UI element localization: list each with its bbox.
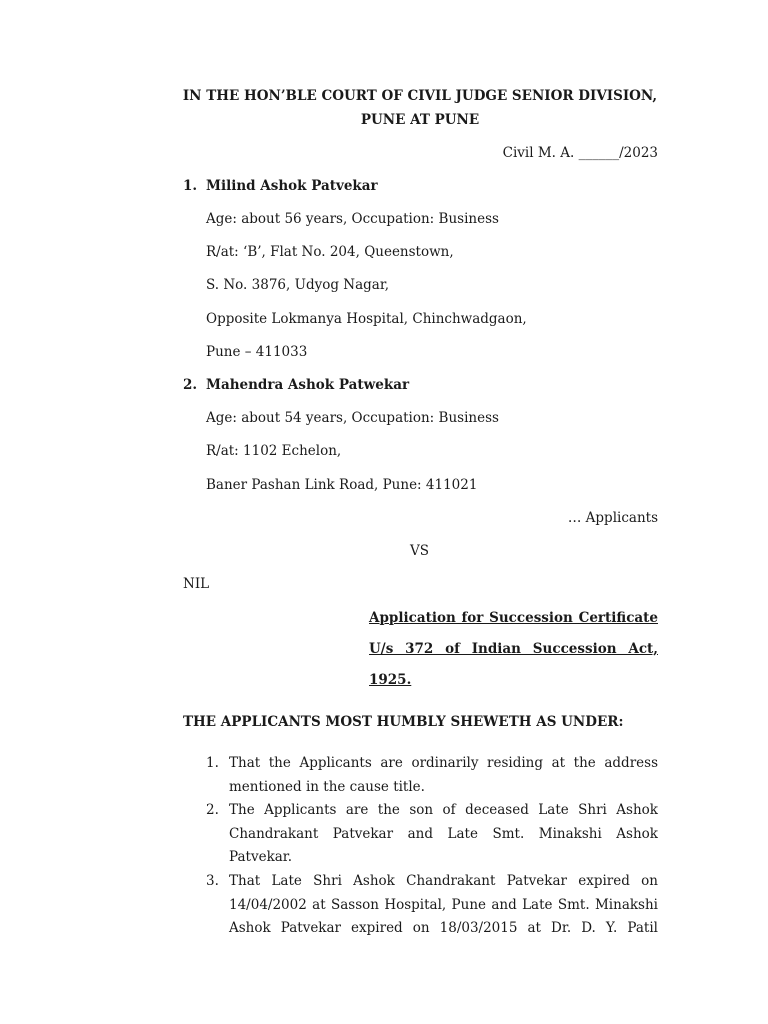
- paragraph-1: [229, 752, 658, 799]
- applicant-1-line: Pune – 411033: [206, 344, 308, 360]
- applicant-2-line: Age: about 54 years, Occupation: Business: [206, 410, 499, 426]
- subject-line: 1925.: [369, 672, 412, 688]
- paragraph-line: That Late Shri Ashok Chandrakant Patvekar expired on: [229, 873, 658, 889]
- subject-line: Application for Succession Certificate: [369, 610, 658, 626]
- paragraph-2-number: 2.: [206, 802, 219, 818]
- applicant-2-line: Baner Pashan Link Road, Pune: 411021: [206, 477, 478, 493]
- applicant-1-line: Age: about 56 years, Occupation: Business: [206, 211, 499, 227]
- applicant-1-number: 1.: [183, 178, 198, 194]
- paragraph-line: Ashok Patvekar expired on 18/03/2015 at Dr. D. Y. Patil: [229, 920, 658, 936]
- paragraph-3: [229, 870, 658, 941]
- paragraph-line: mentioned in the cause title.: [229, 778, 425, 795]
- subject-line: U/s 372 of Indian Succession Act,: [369, 641, 658, 657]
- applicant-1-line: S. No. 3876, Udyog Nagar,: [206, 277, 390, 293]
- court-heading-line2: PUNE AT PUNE: [360, 112, 480, 128]
- applicant-1-line: R/at: ‘B’, Flat No. 204, Queenstown,: [206, 244, 454, 260]
- case-number: Civil M. A. ______/2023: [502, 145, 658, 161]
- respondent-label: NIL: [183, 576, 210, 592]
- paragraph-3-number: 3.: [206, 873, 219, 889]
- applicant-1-line: Opposite Lokmanya Hospital, Chinchwadgaon,: [206, 311, 527, 327]
- paragraph-line: The Applicants are the son of deceased Late Shri Ashok: [229, 802, 658, 818]
- sheweth-heading: THE APPLICANTS MOST HUMBLY SHEWETH AS UNDER:: [183, 714, 624, 730]
- applicant-2-line: R/at: 1102 Echelon,: [206, 443, 342, 459]
- applicant-1-name: Milind Ashok Patvekar: [206, 178, 378, 194]
- paragraph-line: That the Applicants are ordinarily residing at the address: [229, 755, 658, 771]
- paragraph-line: Chandrakant Patvekar and Late Smt. Minakshi Ashok: [229, 825, 658, 842]
- paragraph-2: [229, 799, 658, 870]
- versus-label: VS: [410, 543, 429, 559]
- paragraph-line: 14/04/2002 at Sasson Hospital, Pune and Late Smt. Minakshi: [229, 896, 658, 913]
- applicant-2-name: Mahendra Ashok Patwekar: [206, 377, 410, 393]
- paragraph-1-number: 1.: [206, 755, 219, 771]
- applicant-2-number: 2.: [183, 377, 198, 393]
- paragraph-line: Patvekar.: [229, 849, 293, 865]
- court-heading-line1: IN THE HON’BLE COURT OF CIVIL JUDGE SENIOR DIVISION,: [182, 88, 658, 104]
- applicants-label: … Applicants: [567, 510, 658, 526]
